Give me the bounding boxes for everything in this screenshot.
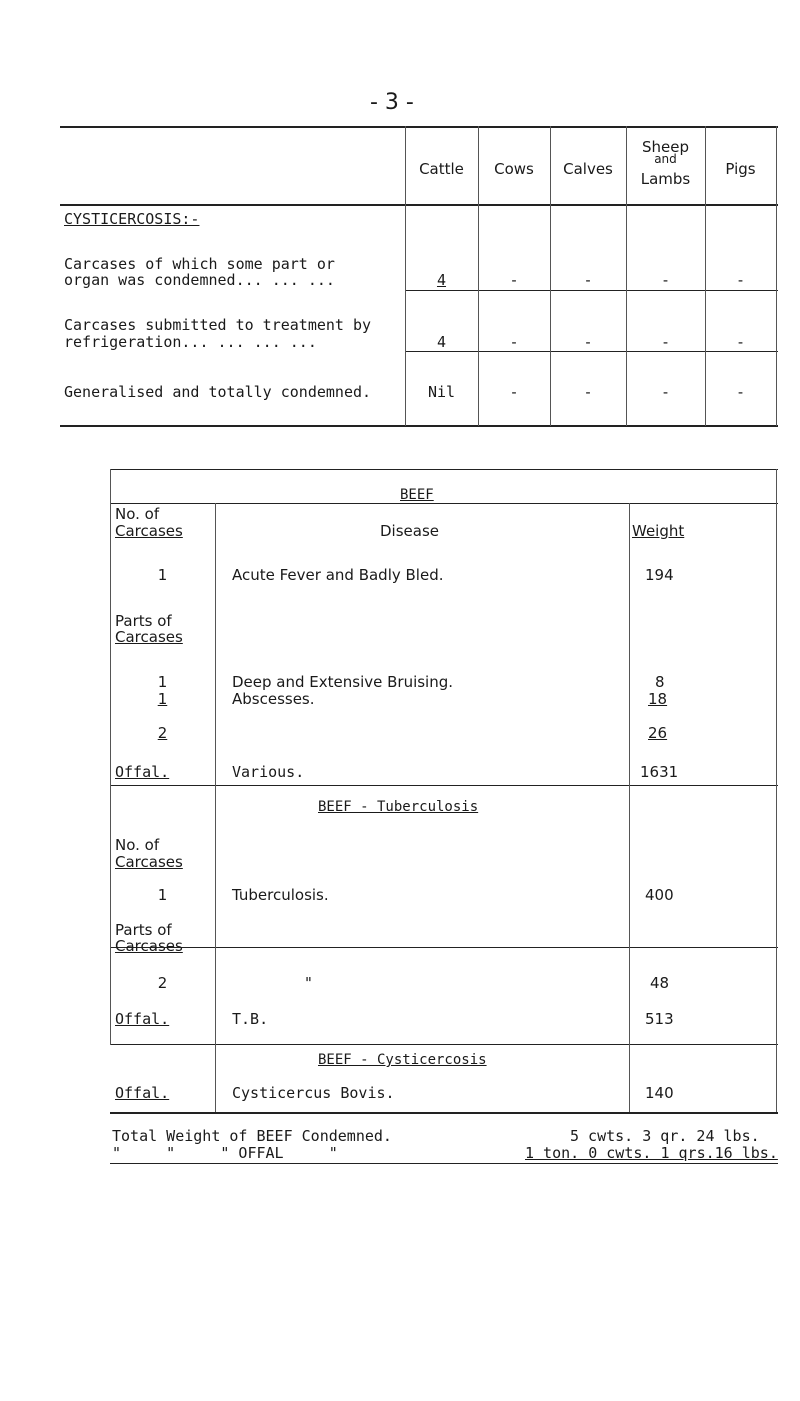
tb-title: BEEF - Tuberculosis bbox=[318, 799, 479, 815]
row-label-line1: Generalised and totally condemned. bbox=[64, 383, 372, 401]
tb-row-disease: " bbox=[305, 974, 312, 992]
row-label-line1: Carcases submitted to treatment by bbox=[64, 316, 372, 334]
column-header-calves: Calves bbox=[563, 160, 613, 178]
cell-value: - bbox=[583, 271, 593, 289]
page-number: - 3 - bbox=[370, 90, 414, 115]
cell-value: - bbox=[509, 271, 519, 289]
row-no: 1 bbox=[157, 566, 168, 584]
tb-column-no-line2: Carcases bbox=[115, 853, 183, 871]
column-header-disease: Disease bbox=[380, 522, 439, 540]
total-beef-value: 5 cwts. 3 qr. 24 lbs. bbox=[570, 1127, 760, 1145]
row-weight: 18 bbox=[648, 690, 668, 708]
cell-value: - bbox=[583, 333, 593, 351]
cysti-offal-disease: Cysticercus Bovis. bbox=[232, 1084, 395, 1102]
beef-title: BEEF bbox=[400, 487, 434, 503]
tb-parts-line2: Carcases bbox=[115, 937, 183, 955]
cell-value: - bbox=[660, 271, 671, 289]
subtotal-weight: 26 bbox=[648, 724, 668, 742]
total-beef-label: Total Weight of BEEF Condemned. bbox=[112, 1127, 392, 1145]
cell-value: 4 bbox=[436, 271, 447, 289]
column-header-weight: Weight bbox=[632, 522, 685, 540]
row-weight: 8 bbox=[655, 673, 665, 691]
column-header-cows: Cows bbox=[494, 160, 534, 178]
tb-row-no: 2 bbox=[157, 974, 168, 992]
offal-weight: 1631 bbox=[640, 763, 679, 781]
cell-value: 4 bbox=[436, 333, 447, 351]
column-header-sheep-line1: Sheep bbox=[641, 138, 689, 156]
row-disease: Acute Fever and Badly Bled. bbox=[232, 566, 444, 584]
parts-label-line1: Parts of bbox=[115, 612, 172, 630]
row-no: 1 bbox=[157, 690, 168, 708]
cysti-offal-weight: 140 bbox=[645, 1084, 674, 1102]
cell-value: - bbox=[735, 383, 746, 401]
row-label-line2: refrigeration... ... ... ... bbox=[64, 333, 317, 351]
cysti-offal-label: Offal. bbox=[115, 1084, 170, 1102]
cell-value: - bbox=[660, 383, 671, 401]
tb-row-weight: 400 bbox=[645, 886, 674, 904]
tb-row-no: 1 bbox=[157, 886, 168, 904]
column-header-sheep-line3: Lambs bbox=[640, 170, 691, 188]
column-header-pigs: Pigs bbox=[725, 160, 756, 178]
tb-row-disease: Tuberculosis. bbox=[232, 886, 329, 904]
tb-offal-disease: T.B. bbox=[232, 1010, 269, 1028]
offal-label: Offal. bbox=[115, 763, 170, 781]
section-title-cysticercosis: CYSTICERCOSIS:- bbox=[64, 210, 200, 228]
cell-value: Nil bbox=[427, 383, 456, 401]
row-disease: Abscesses. bbox=[232, 690, 315, 708]
cell-value: - bbox=[660, 333, 671, 351]
subtotal-no: 2 bbox=[157, 724, 168, 742]
total-offal-label: " " " OFFAL " bbox=[112, 1144, 338, 1162]
tb-row-weight: 48 bbox=[650, 974, 670, 992]
column-header-no-line2: Carcases bbox=[115, 522, 183, 540]
row-no: 1 bbox=[157, 673, 168, 691]
row-label-line2: organ was condemned... ... ... bbox=[64, 271, 335, 289]
column-header-cattle: Cattle bbox=[419, 160, 464, 178]
cell-value: - bbox=[735, 271, 746, 289]
tb-parts-line1: Parts of bbox=[115, 921, 172, 939]
row-disease: Deep and Extensive Bruising. bbox=[232, 673, 454, 691]
cell-value: - bbox=[583, 383, 593, 401]
row-label-line1: Carcases of which some part or bbox=[64, 255, 335, 273]
cell-value: - bbox=[509, 333, 519, 351]
cysti-title: BEEF - Cysticercosis bbox=[318, 1052, 487, 1068]
tb-column-no-line1: No. of bbox=[115, 836, 160, 854]
column-header-no-line1: No. of bbox=[115, 505, 160, 523]
column-header-sheep-line2: and bbox=[654, 152, 677, 166]
tb-offal-weight: 513 bbox=[645, 1010, 674, 1028]
total-offal-value: 1 ton. 0 cwts. 1 qrs.16 lbs. bbox=[525, 1144, 778, 1162]
row-weight: 194 bbox=[645, 566, 674, 584]
tb-offal-label: Offal. bbox=[115, 1010, 170, 1028]
cell-value: - bbox=[509, 383, 519, 401]
parts-label-line2: Carcases bbox=[115, 628, 183, 646]
cell-value: - bbox=[735, 333, 746, 351]
offal-disease: Various. bbox=[232, 763, 305, 781]
